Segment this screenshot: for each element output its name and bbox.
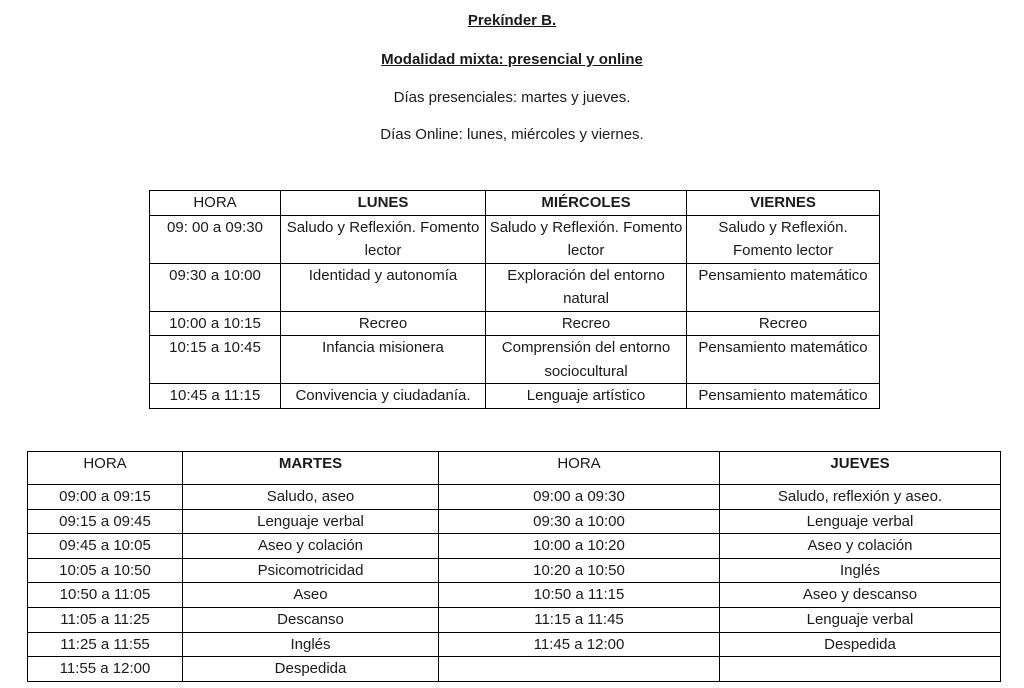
table-row: [28, 534, 1001, 559]
table-cell: Aseo: [183, 583, 439, 608]
table-cell: 10:50 a 11:15: [439, 583, 720, 608]
table-cell: [439, 657, 720, 682]
table-cell: 09:30 a 10:00: [439, 509, 720, 534]
table-row: [28, 485, 1001, 510]
table-cell: 10:15 a 10:45: [150, 336, 281, 384]
table-cell: 11:05 a 11:25: [28, 607, 183, 632]
table-cell: Aseo y descanso: [720, 583, 1001, 608]
column-header: HORA: [150, 191, 281, 216]
column-header: HORA: [28, 452, 183, 485]
table-cell: 09:15 a 09:45: [28, 509, 183, 534]
column-header: HORA: [439, 452, 720, 485]
table-cell: Inglés: [183, 632, 439, 657]
table-cell: Pensamiento matemático: [687, 384, 880, 409]
table-cell: Identidad y autonomía: [281, 263, 486, 311]
table-header-row: [150, 191, 880, 216]
page-subtitle: Modalidad mixta: presencial y online: [381, 51, 643, 68]
table-row: [150, 263, 880, 311]
table-row: [150, 215, 880, 263]
table-row: [28, 509, 1001, 534]
column-header: LUNES: [281, 191, 486, 216]
table-cell: 10:20 a 10:50: [439, 558, 720, 583]
table-cell: Psicomotricidad: [183, 558, 439, 583]
table-cell: 11:55 a 12:00: [28, 657, 183, 682]
table-cell: Convivencia y ciudadanía.: [281, 384, 486, 409]
table-cell: Lenguaje verbal: [183, 509, 439, 534]
table-cell: Lenguaje verbal: [720, 607, 1001, 632]
table-cell: Recreo: [486, 311, 687, 336]
table-cell: Saludo y Reflexión. Fomento lector: [486, 215, 687, 263]
table-row: [150, 336, 880, 384]
table-cell: Exploración del entorno natural: [486, 263, 687, 311]
online-schedule-table: [149, 190, 880, 409]
table-cell: 11:45 a 12:00: [439, 632, 720, 657]
presencial-days-text: Días presenciales: martes y jueves.: [393, 89, 631, 106]
table-cell: [720, 657, 1001, 682]
table-cell: Pensamiento matemático: [687, 263, 880, 311]
table-cell: 09:45 a 10:05: [28, 534, 183, 559]
table-row: [150, 311, 880, 336]
table-cell: Saludo y Reflexión. Fomento lector: [687, 215, 880, 263]
table-cell: 09:00 a 09:30: [439, 485, 720, 510]
table-cell: Inglés: [720, 558, 1001, 583]
table-cell: Saludo y Reflexión. Fomento lector: [281, 215, 486, 263]
table-cell: 10:45 a 11:15: [150, 384, 281, 409]
column-header: MIÉRCOLES: [486, 191, 687, 216]
table-row: [28, 632, 1001, 657]
table-cell: 10:05 a 10:50: [28, 558, 183, 583]
table-row: [28, 583, 1001, 608]
table-header-row: [28, 452, 1001, 485]
presencial-schedule-table: [27, 451, 1001, 682]
table-cell: 09:30 a 10:00: [150, 263, 281, 311]
table-cell: Lenguaje verbal: [720, 509, 1001, 534]
table-cell: Lenguaje artístico: [486, 384, 687, 409]
table-row: [150, 384, 880, 409]
page-title: Prekínder B.: [467, 12, 557, 29]
table-cell: 11:25 a 11:55: [28, 632, 183, 657]
table-cell: Infancia misionera: [281, 336, 486, 384]
table-cell: 11:15 a 11:45: [439, 607, 720, 632]
table-cell: Aseo y colación: [720, 534, 1001, 559]
table-cell: 10:00 a 10:20: [439, 534, 720, 559]
table-row: [28, 657, 1001, 682]
online-days-text: Días Online: lunes, miércoles y viernes.: [380, 126, 644, 143]
table-cell: Saludo, reflexión y aseo.: [720, 485, 1001, 510]
table-cell: 10:00 a 10:15: [150, 311, 281, 336]
column-header: MARTES: [183, 452, 439, 485]
table-cell: Pensamiento matemático: [687, 336, 880, 384]
table-cell: Recreo: [687, 311, 880, 336]
column-header: VIERNES: [687, 191, 880, 216]
table-cell: Despedida: [183, 657, 439, 682]
table-cell: 09: 00 a 09:30: [150, 215, 281, 263]
table-cell: Descanso: [183, 607, 439, 632]
table-cell: Recreo: [281, 311, 486, 336]
table-cell: Saludo, aseo: [183, 485, 439, 510]
table-row: [28, 607, 1001, 632]
table-cell: 10:50 a 11:05: [28, 583, 183, 608]
table-cell: Comprensión del entorno sociocultural: [486, 336, 687, 384]
table-cell: Despedida: [720, 632, 1001, 657]
column-header: JUEVES: [720, 452, 1001, 485]
table-cell: 09:00 a 09:15: [28, 485, 183, 510]
table-cell: Aseo y colación: [183, 534, 439, 559]
table-row: [28, 558, 1001, 583]
